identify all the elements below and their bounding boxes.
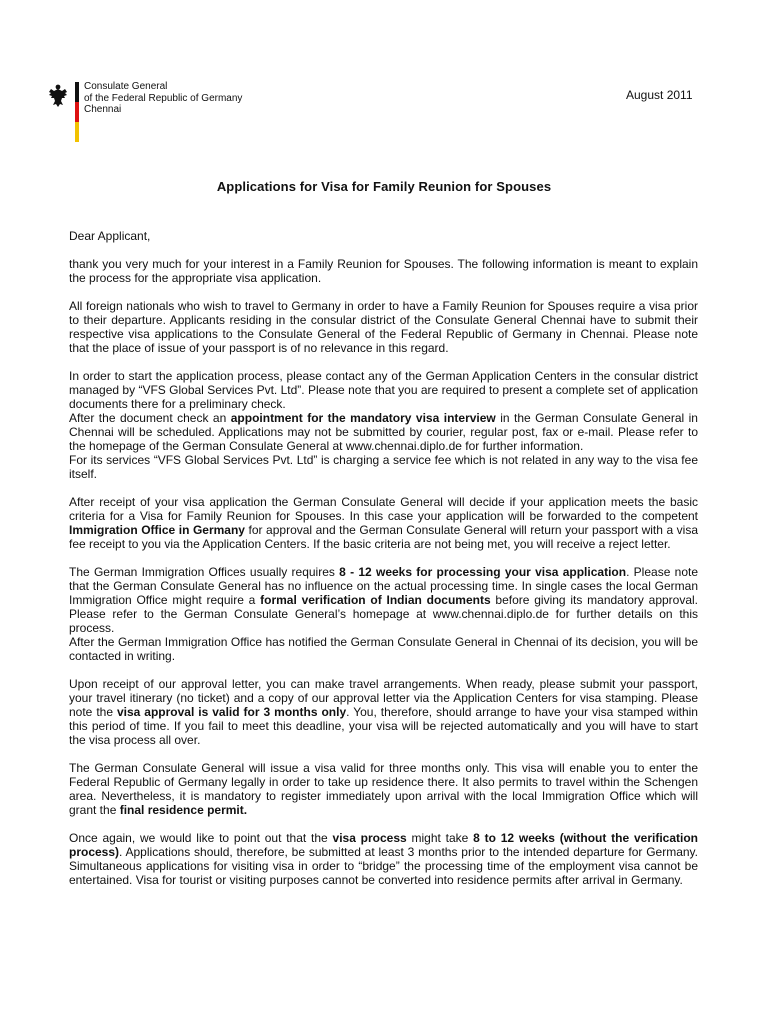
letter-date: August 2011 (626, 88, 693, 102)
paragraph-text: After the document check an (69, 411, 231, 425)
paragraph-text: before giving its mandatory approval. Please refer to the German Consulate General’s homepage at www.chennai.diplo.de for further details on this process. (69, 593, 699, 635)
emphasis-text: appointment for the mandatory visa interview (230, 411, 496, 425)
emphasis-text: final residence permit. (119, 803, 248, 817)
paragraph-text: The German Immigration Offices usually requires (69, 565, 340, 579)
german-eagle-icon (48, 82, 68, 110)
letterhead (48, 82, 288, 152)
body-paragraph (69, 453, 698, 481)
paragraph-text: Once again, we would like to point out that the (69, 831, 333, 845)
paragraph-text: In order to start the application process, please contact any of the German Application Centers in the consular district managed by “VFS Global Services Pvt. Ltd”. Please note that you are required to present a complete set of application documents there for a preliminary check. (69, 369, 698, 411)
body-paragraph (69, 411, 698, 453)
body-paragraph (69, 257, 698, 285)
body-paragraph (69, 635, 698, 663)
paragraph-text: . Applications should, therefore, be submitted at least 3 months prior to the intended departure for Germany. Simultaneous applications for visiting visa in order to “bridge” the processing time of the employment visa cannot be entertained. Visa for tourist or visiting purposes cannot be converted into residence permits after arrival in Germany. (69, 845, 698, 887)
org-line: of the Federal Republic of Germany (84, 92, 243, 104)
emphasis-text: Immigration Office in Germany (69, 523, 245, 537)
paragraph-text: thank you very much for your interest in a Family Reunion for Spouses. The following information is meant to explain the process for the appropriate visa application. (69, 257, 698, 285)
paragraph-text: . Please note that the German Consulate General has no influence on the actual processing time. In single cases the local German Immigration Office might require a (69, 565, 698, 607)
paragraph-text: for approval and the German Consulate General will return your passport with a visa fee receipt to you via the Application Centers. If the basic criteria are not being met, you will receive a reject letter. (69, 523, 698, 551)
org-line: Consulate General (84, 81, 168, 92)
emphasis-text: formal verification of Indian documents (260, 593, 491, 607)
body-paragraph (69, 677, 698, 747)
paragraph-text: All foreign nationals who wish to travel to Germany in order to have a Family Reunion for Spouses require a visa prior to their departure. Applicants residing in the consular district of the Consulate General Chennai have to submit their respective visa applications to the Consulate General of the Federal Republic of Germany in Chennai. Please note that the place of issue of your passport is of no relevance in this regard. (69, 299, 698, 355)
body-paragraph (69, 369, 698, 411)
paragraph-text: might take (406, 831, 474, 845)
emphasis-text: visa process (332, 831, 407, 845)
emphasis-text: 8 - 12 weeks for processing your visa application (339, 565, 627, 579)
paragraph-text: The German Consulate General will issue a visa valid for three months only. This visa will enable you to enter the Federal Republic of Germany legally in order to take up residence there. It also permits to travel within the Schengen area. Nevertheless, it is mandatory to register immediately upon arrival with the local Immigration Office which will grant the (69, 761, 698, 817)
body-paragraph (69, 565, 698, 635)
letter-body (69, 229, 698, 887)
paragraph-text: Upon receipt of our approval letter, you can make travel arrangements. When ready, please submit your passport, your travel itinerary (no ticket) and a copy of our approval letter via the Application Centers for visa stamping. Please note the (69, 677, 698, 719)
body-paragraph (69, 495, 698, 551)
emphasis-text: 8 to 12 weeks (without the verification process) (69, 831, 698, 859)
body-paragraph (69, 831, 698, 887)
paragraph-text: After receipt of your visa application the German Consulate General will decide if your application meets the basic criteria for a Visa for Family Reunion for Spouses. In this case your application will be forwarded to the competent (69, 495, 698, 523)
org-line: Chennai (84, 104, 122, 115)
flag-stripe (75, 82, 79, 142)
consulate-name (84, 81, 242, 116)
emphasis-text: visa approval is valid for 3 months only (116, 705, 347, 719)
body-paragraph (69, 761, 698, 817)
body-paragraph (69, 299, 698, 355)
paragraph-text: After the German Immigration Office has notified the German Consulate General in Chennai of its decision, you will be contacted in writing. (69, 635, 698, 663)
paragraph-text: . You, therefore, should arrange to have your visa stamped within this period of time. If you fail to meet this deadline, your visa will be rejected automatically and you will have to start the visa process all over. (69, 705, 698, 747)
paragraph-text: in the German Consulate General in Chennai will be scheduled. Applications may not be submitted by courier, regular post, fax or e-mail. Please refer to the homepage of the German Consulate General at www.chennai.diplo.de for further information. (69, 411, 698, 453)
greeting: Dear Applicant, (69, 229, 151, 243)
paragraph-text: For its services “VFS Global Services Pvt. Ltd” is charging a service fee which is not related in any way to the visa fee itself. (69, 453, 698, 481)
document-title: Applications for Visa for Family Reunion for Spouses (216, 179, 552, 194)
